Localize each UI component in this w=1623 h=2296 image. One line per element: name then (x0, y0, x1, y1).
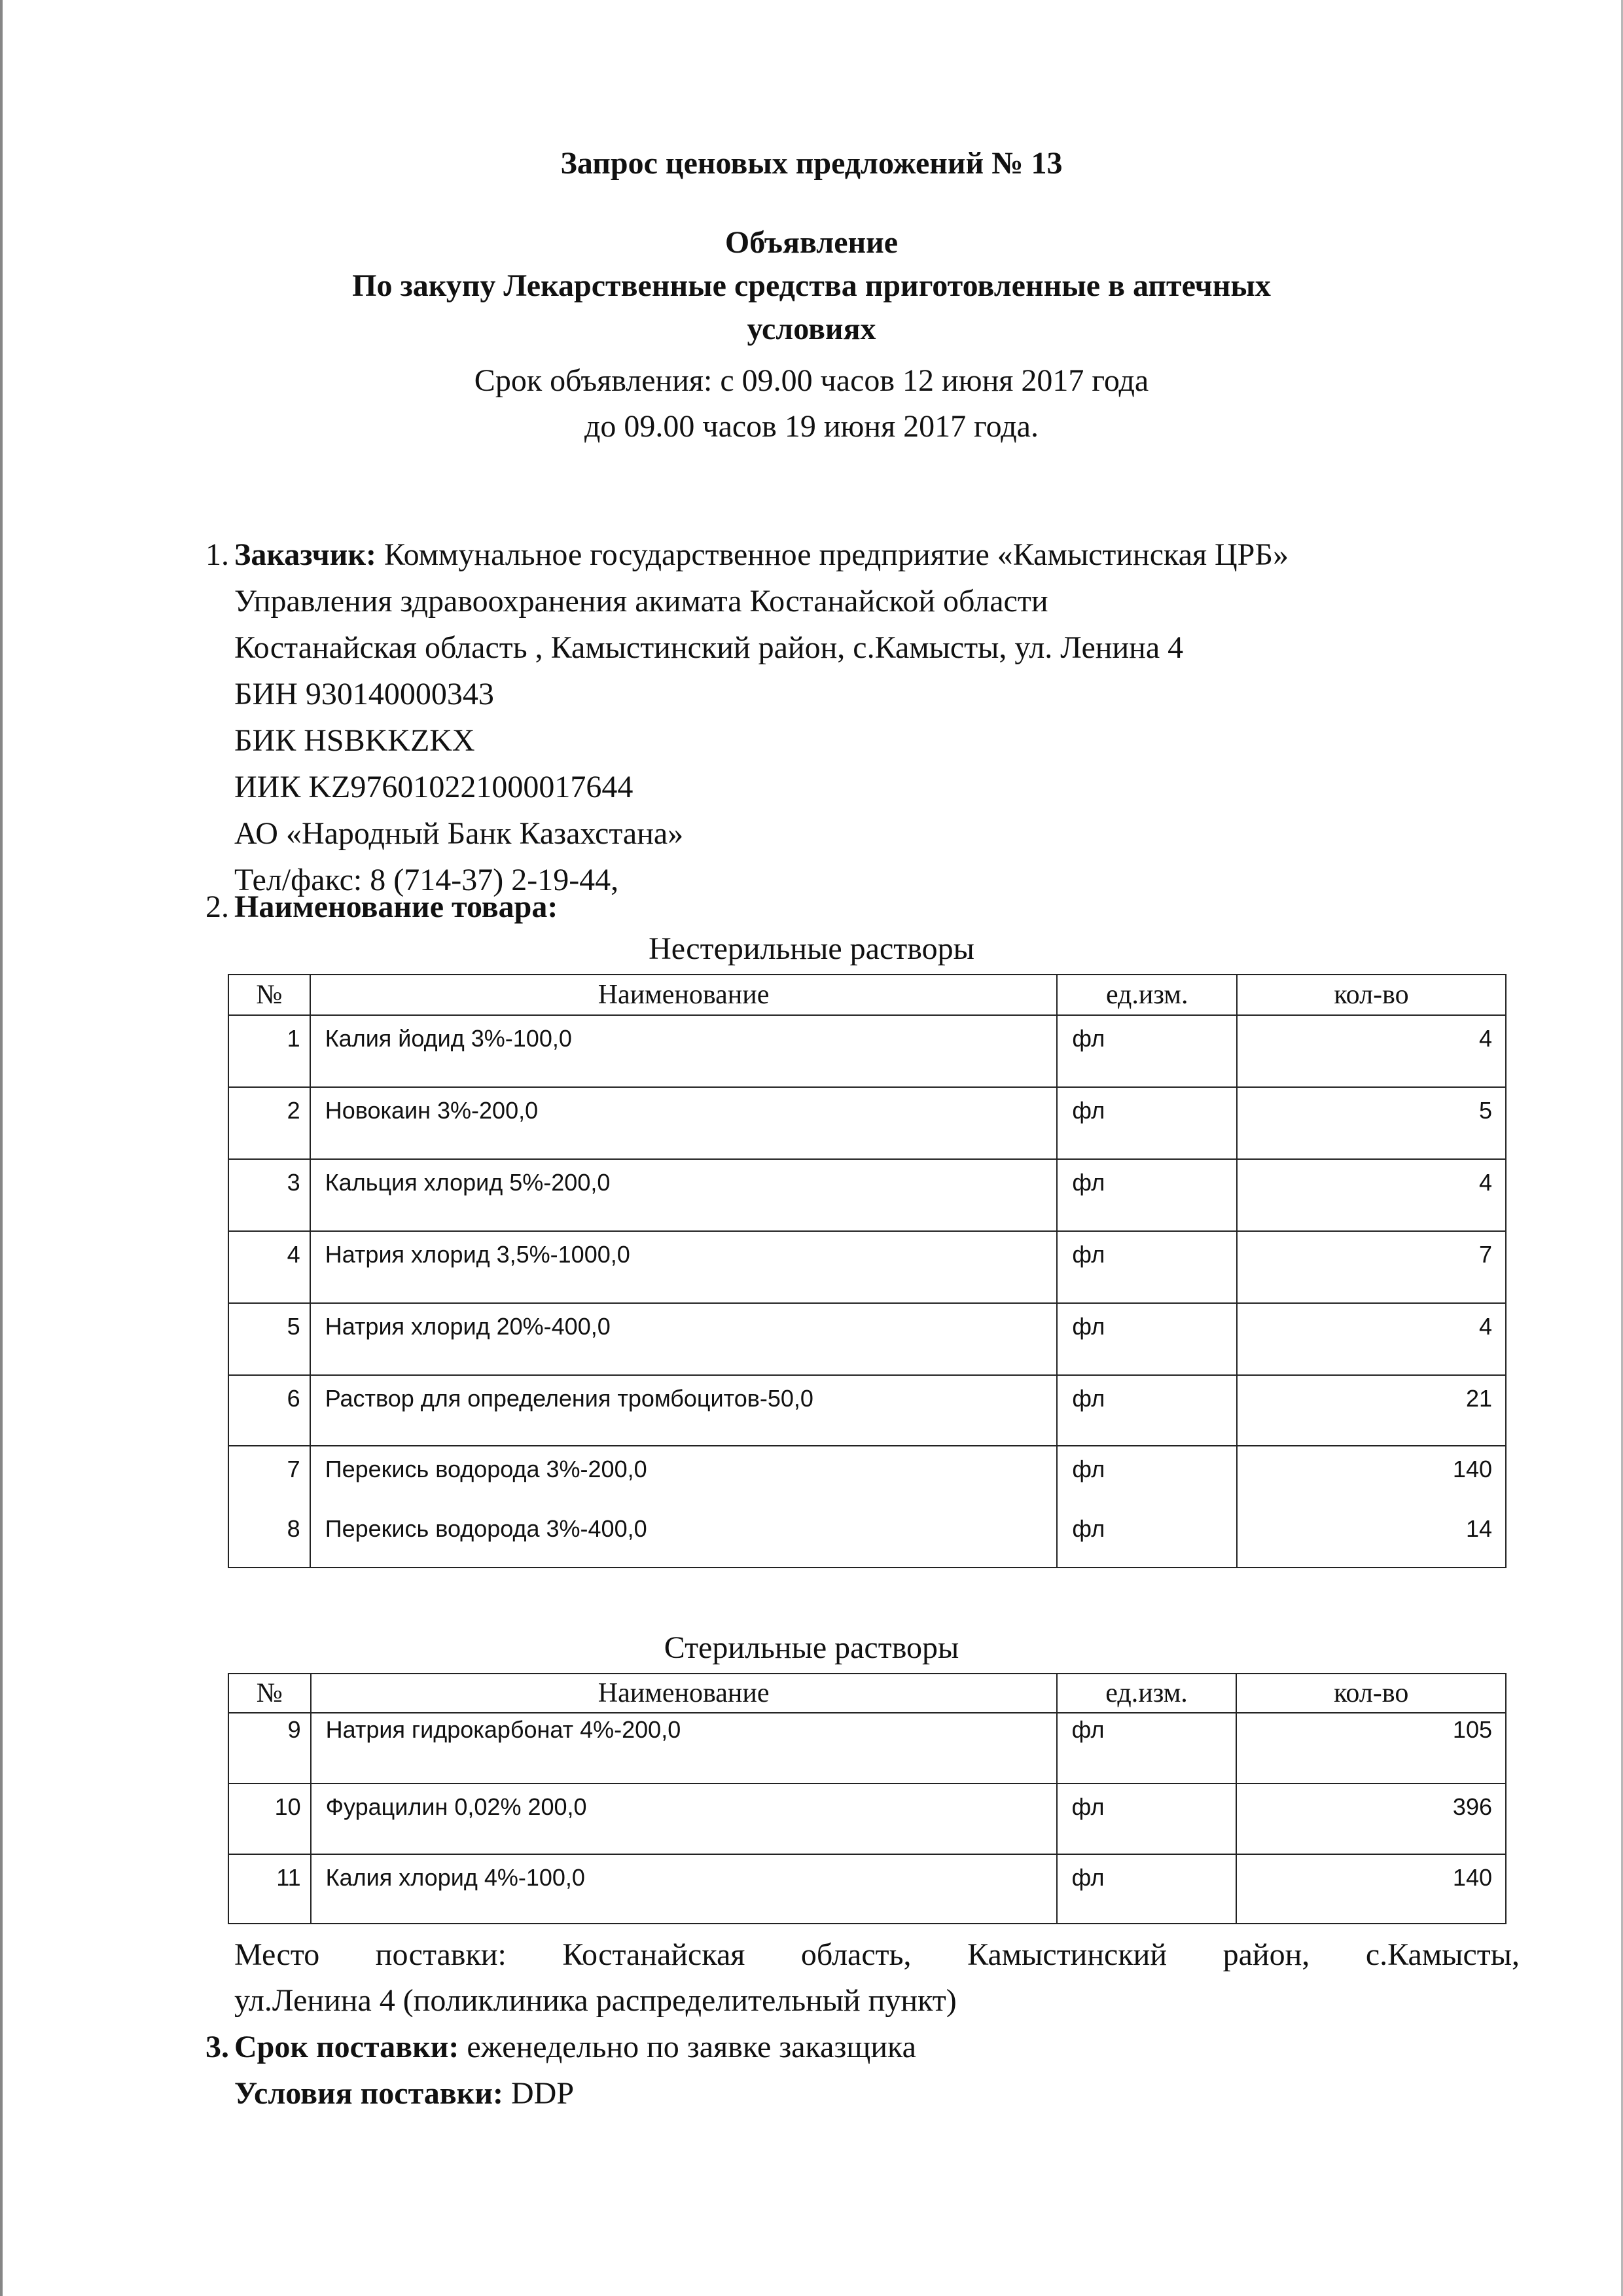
row-name: Натрия хлорид 20%-400,0 (310, 1303, 1058, 1375)
customer-bik: БИК HSBKKZKX (234, 723, 475, 758)
table-row (228, 1087, 1506, 1159)
customer-text (234, 531, 1289, 903)
col-qty-header: кол-во (1236, 1674, 1506, 1713)
customer-address: Костанайская область , Камыстинский район, с.Камысты, ул. Ленина 4 (234, 630, 1184, 665)
row-no: 11 (228, 1854, 311, 1924)
delivery-place-line1: Место поставки: Костанайская область, Камыстинский район, с.Камысты, (234, 1937, 1520, 1972)
purchase-topic (196, 264, 1427, 351)
row-qty: 7 (1237, 1231, 1506, 1303)
row-no: 9 (228, 1713, 311, 1784)
row-qty: 396 (1236, 1784, 1506, 1854)
customer-bank: АО «Народный Банк Казахстана» (234, 816, 684, 851)
table-row (228, 1515, 1506, 1568)
customer-name: Коммунальное государственное предприятие «Камыстинская ЦРБ» (376, 537, 1289, 572)
sterile-table (228, 1673, 1507, 1924)
row-no: 6 (228, 1375, 310, 1446)
row-qty: 14 (1237, 1515, 1506, 1568)
row-name: Калия хлорид 4%-100,0 (311, 1854, 1057, 1924)
row-no: 4 (228, 1231, 310, 1303)
row-unit: фл (1057, 1159, 1237, 1231)
row-name: Фурацилин 0,02% 200,0 (311, 1784, 1057, 1854)
col-no-header: № (228, 1674, 311, 1713)
delivery-term-label: Срок поставки: (234, 2030, 459, 2064)
table-header-row (228, 1674, 1506, 1713)
col-name-header: Наименование (310, 975, 1058, 1015)
row-name: Новокаин 3%-200,0 (310, 1087, 1058, 1159)
row-name: Кальция хлорид 5%-200,0 (310, 1159, 1058, 1231)
row-unit: фл (1057, 1303, 1237, 1375)
row-no: 2 (228, 1087, 310, 1159)
goods-label: Наименование товара: (234, 889, 558, 924)
customer-line: Управления здравоохранения акимата Костанайской области (234, 584, 1048, 619)
row-unit: фл (1057, 1231, 1237, 1303)
period-line2: до 09.00 часов 19 июня 2017 года. (584, 409, 1039, 444)
table-row (228, 1375, 1506, 1446)
row-qty: 4 (1237, 1015, 1506, 1087)
row-name: Перекись водорода 3%-200,0 (310, 1446, 1058, 1515)
row-qty: 4 (1237, 1159, 1506, 1231)
customer-number: 1. (205, 537, 229, 572)
table-row (228, 1231, 1506, 1303)
purchase-topic-line1: По закупу Лекарственные средства приготовленные в аптечных (352, 268, 1271, 303)
row-no: 3 (228, 1159, 310, 1231)
sterile-caption: Стерильные растворы (664, 1630, 959, 1665)
row-no: 8 (228, 1515, 310, 1568)
row-unit: фл (1057, 1784, 1237, 1854)
row-unit: фл (1057, 1854, 1237, 1924)
table-row (228, 1159, 1506, 1231)
table-row (228, 1446, 1506, 1515)
nonsterile-caption: Нестерильные растворы (649, 931, 974, 966)
customer-phone: Тел/факс: 8 (714-37) 2-19-44, (234, 863, 619, 897)
col-qty-header: кол-во (1237, 975, 1506, 1015)
row-unit: фл (1057, 1087, 1237, 1159)
customer-bin: БИН 930140000343 (234, 677, 494, 711)
customer-label: Заказчик: (234, 537, 376, 572)
document-title: Запрос ценовых предложений № 13 (560, 146, 1063, 181)
row-qty: 5 (1237, 1087, 1506, 1159)
row-qty: 105 (1236, 1713, 1506, 1784)
row-unit: фл (1057, 1015, 1237, 1087)
delivery-conditions-value: DDP (503, 2076, 575, 2111)
purchase-topic-line2: условиях (747, 312, 876, 346)
row-qty: 21 (1237, 1375, 1506, 1446)
delivery-conditions-label: Условия поставки: (234, 2076, 503, 2111)
col-unit-header: ед.изм. (1057, 1674, 1237, 1713)
row-no: 7 (228, 1446, 310, 1515)
row-no: 5 (228, 1303, 310, 1375)
delivery-place-line2: ул.Ленина 4 (поликлиника распределительный пункт) (234, 1983, 957, 2018)
row-name: Калия йодид 3%-100,0 (310, 1015, 1058, 1087)
row-unit: фл (1057, 1515, 1237, 1568)
col-no-header: № (228, 975, 310, 1015)
row-no: 10 (228, 1784, 311, 1854)
scan-edge-left (0, 0, 3, 2296)
customer-iik: ИИК KZ976010221000017644 (234, 770, 633, 804)
table-header-row (228, 975, 1506, 1015)
row-name: Натрия хлорид 3,5%-1000,0 (310, 1231, 1058, 1303)
col-name-header: Наименование (311, 1674, 1057, 1713)
announcement-heading: Объявление (724, 225, 899, 260)
row-unit: фл (1057, 1446, 1237, 1515)
row-no: 1 (228, 1015, 310, 1087)
row-unit: фл (1057, 1713, 1237, 1784)
delivery-text (234, 2024, 916, 2117)
table-row (228, 1303, 1506, 1375)
row-name: Натрия гидрокарбонат 4%-200,0 (311, 1713, 1057, 1784)
row-unit: фл (1057, 1375, 1237, 1446)
row-qty: 4 (1237, 1303, 1506, 1375)
delivery-number: 3. (205, 2030, 229, 2064)
row-name: Раствор для определения тромбоцитов-50,0 (310, 1375, 1058, 1446)
row-qty: 140 (1236, 1854, 1506, 1924)
delivery-place (234, 1932, 1520, 2024)
row-name: Перекись водорода 3%-400,0 (310, 1515, 1058, 1568)
table-row (228, 1854, 1506, 1924)
period-line1: Срок объявления: с 09.00 часов 12 июня 2017 года (474, 363, 1149, 398)
table-row (228, 1784, 1506, 1854)
goods-number: 2. (205, 889, 229, 924)
row-qty: 140 (1237, 1446, 1506, 1515)
col-unit-header: ед.изм. (1057, 975, 1237, 1015)
nonsterile-table (228, 974, 1507, 1568)
delivery-term-value: еженедельно по заявке заказщика (459, 2030, 916, 2064)
table-row (228, 1015, 1506, 1087)
table-row (228, 1713, 1506, 1784)
